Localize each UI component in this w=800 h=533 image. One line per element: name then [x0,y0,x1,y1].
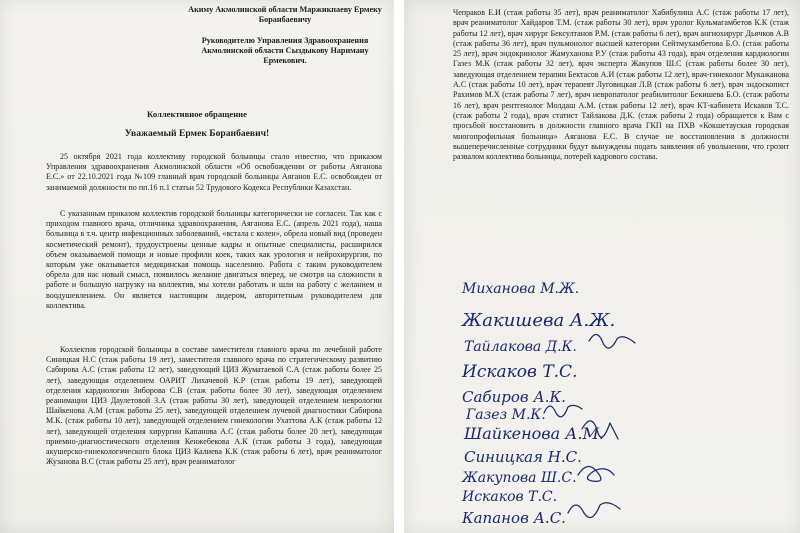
signature-11 [461,503,620,527]
paragraph-request: Чепраков Е.И (стаж работы 35 лет), врач реаниматолог Хабибулина А.С (стаж работы 17 лет), врач реаниматолог Хайдаров Т.М. (стаж работы 30 лет), врач уролог Кульмагамбетов К.К (стаж работы 12 лет), врач хирург Бексултанов Р.М. (стаж работы 6 лет), врач ангиохирург Дьячков А.В (стаж работы 36 лет), врач пульмонолог высшей категории Сейтмухамбетова Б.О. (стаж работы 25 лет), врач эндокринолог Жамуханова Р.У (стаж работы 43 года), врач отделения кардиологии Газез М.К (стаж работы 32 лет), врач эксперта Жакупов Ш.С (стаж работы более 30 лет), заведующая отделением терапии Бектасов А.И (стаж работы 12 лет), врач-гинеколог Мукажанова А.С (стаж работы 10 лет), врач терапевт Луговицкая Л.В (стаж работы 6 лет), врач эндоскопист Рахимов М.Х (стаж работы 7 лет), врач невропатолог реабилитолог Бекишева Б.О. (стаж работы 16 лет), врач рентгенолог Молдаш А.М. (стаж работы 12 лет), врач КТ-кабинета Искаков Т.С. (стаж работы 2 года), врач статист Тайлакова Д.К. (стаж работы 2 года) обращается к Вам с просьбой восстановить в должности главного врача ГКП на ПХВ «Кокшетауская городская многопрофильная больница» Аяганова Е.С. В случае не восстановления в должности вышеперечисленные сотрудники будут вынуждены подать заявления об увольнении, что грозит развалом коллектива больницы, потерей кадрового состава. [453,8,789,162]
page-gutter [394,0,404,533]
svg-text:Сабиров А.К.: Сабиров А.К. [462,388,566,406]
svg-text:Шайкенова А.М.: Шайкенова А.М. [464,424,604,443]
signature-3 [464,334,635,355]
svg-text:Капанов А.С.: Капанов А.С. [462,509,566,527]
signature-6 [465,405,582,423]
svg-text:Жакишева А.Ж.: Жакишева А.Ж. [462,310,616,331]
signature-5 [462,388,566,406]
signature-9 [461,466,614,486]
paragraph-dismissal-notice: 25 октября 2021 года коллективу городской больницы стало известно, что приказом Управления здравоохранения Акмолинской области «Об освобождении от работы Аяганова Е.С.» от 22.10.2021 года №109 главный врач городской больницы Аяганов Е.С. освобожден от занимаемой должности по пп.16 п.1 статьи 52 Трудового Кодекса Республики Казахстан. [46,152,382,192]
svg-text:Синицкая Н.С.: Синицкая Н.С. [464,448,582,466]
svg-text:Газез М.К.: Газез М.К. [466,407,546,423]
signature-1 [461,281,579,297]
svg-text:Искаков Т.С.: Искаков Т.С. [462,489,558,505]
signature-7 [463,421,618,443]
signature-10 [461,489,557,505]
letter-page-2 [404,0,800,533]
signature-8 [464,448,582,466]
letter-page-1 [0,0,394,533]
svg-text:Искаков Т.С.: Искаков Т.С. [462,362,578,382]
signature-block [404,243,800,533]
svg-text:Миханова М.Ж.: Миханова М.Ж. [462,281,580,297]
svg-text:Тайлакова Д.К.: Тайлакова Д.К. [464,339,577,355]
paragraph-disagreement: С указанным приказом коллектив городской больницы категорически не согласен. Так как с приходом главного врача, отличника здравоохранения, Аяганова Е.С. (апрель 2021 года), наша больница в т.ч. центр инфекционных заболеваний, «встала с колен», обрела новый вид (проведен косметический ремонт), трудоустроены ценные кадры и опытные специалисты, расширился объем оказываемой помощи и новые профили коек, таких как урология и нейрохирургия, по которым уже оказывается медицинская помощь населению. Работа с таким руководителем обрела для нас новый смысл, появилось желание двигаться вперед, не смотря на сложности в работе и большую нагрузку на коллектив, мы хотели работать и шли на работу с желанием и воодушевлением. Он является настоящим лидером, авторитетным руководителем для коллектива. [46,209,382,310]
signature-2 [460,310,615,331]
salutation: Уважаемый Ермек Боранбаевич! [124,128,270,139]
signature-4 [461,362,577,382]
document-title: Коллективное обращение [147,109,247,119]
paragraph-staff-list: Коллектив городской больницы в составе заместителя главного врача по лечебной работе Синицкая Н.С (стаж работы 19 лет), заместителя главного врача по стратегическому развитию Сабирова А.С (стаж работы 12 лет), заведующий ЦИЗ Жуматаевой С.А (стаж работы более 25 лет), заведующая отделением ОАРИТ Лихачевой К.Р (стаж работы 19 лет), заведующей отделения кардиологии Зиборова С.В (стаж работы более 30 лет), заведующая отделением реанимации ЦИЗ Даулетовой З.А (стаж работы 30 лет), заведующей отделением неврологии Шайкенова А.М (стаж работы 25 лет), заведующей отделением лучевой диагностики Сабирова М.К. (стаж работы 10 лет), заведующей отделением гинекологии Ухаттова А.К (стаж работы 12 лет), заведующей отделения хирургии Капанова А.С (стаж работы более 20 лет), заведующая приемно-диагностического отделения Кенжебекова А.К (стаж работы 3 года), заведующая акушерско-гинекологического блока ЦИЗ Калиева К.К (стаж работы 6 лет), врач реаниматолог Жузанова В.С (стаж работы 25 лет), врач реаниматолог [46,345,382,467]
addressee-health-head: Руководителю Управления Здравоохранения Акмолинской области Сыздыкову Нариману Ермекович. [201,36,369,65]
svg-text:Жакупова Ш.С.: Жакупова Ш.С. [462,470,577,486]
addressee-akim: Акиму Акмолинской области Маржикпаеву Ермеку Боранбаевичу [188,5,382,24]
